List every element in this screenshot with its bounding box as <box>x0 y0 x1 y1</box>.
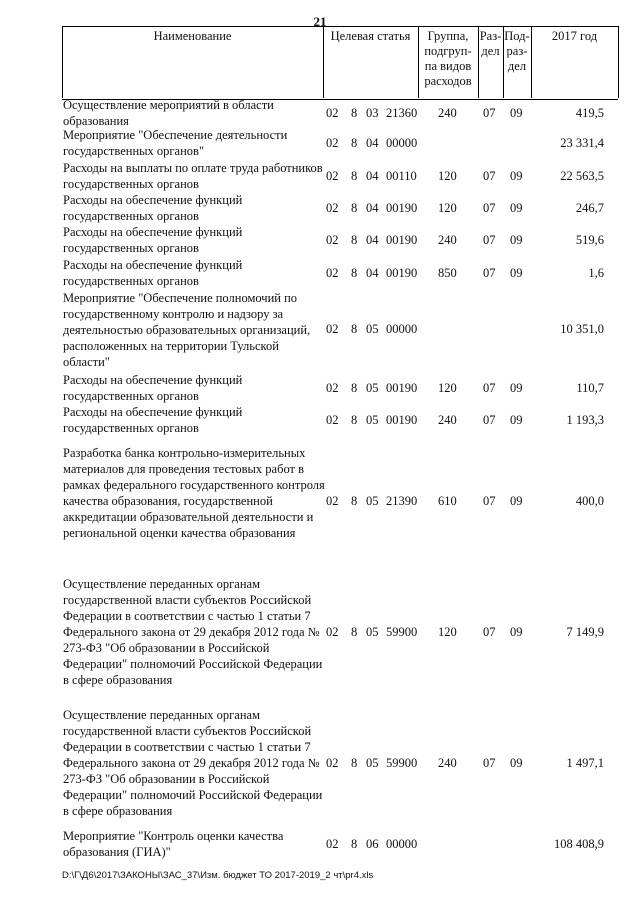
row-code-direction: 00110 <box>386 169 417 183</box>
row-subsection: 09 <box>510 169 523 183</box>
row-code-event: 04 <box>366 201 379 215</box>
row-amount: 1 497,1 <box>566 756 604 770</box>
row-code-event: 05 <box>366 413 379 427</box>
row-code-event: 05 <box>366 381 379 395</box>
row-section: 07 <box>483 169 496 183</box>
row-expense-group: 120 <box>438 381 457 395</box>
row-amount: 110,7 <box>576 381 604 395</box>
table-row <box>0 404 640 436</box>
row-code-direction: 21390 <box>386 494 418 508</box>
row-code-event: 05 <box>366 756 379 770</box>
row-amount: 1 193,3 <box>566 413 604 427</box>
row-name: Разработка банка контрольно-измерительных материалов для проведения тестовых работ в рамках федерального государственного контроля качества образования, государственной аккредитации образовательной деятельности и региональной оценки качества образования <box>63 446 325 540</box>
row-code-subprogram: 8 <box>351 233 358 247</box>
row-amount: 22 563,5 <box>560 169 604 183</box>
row-code-program: 02 <box>326 201 339 215</box>
table-row <box>0 192 640 224</box>
row-code-event: 05 <box>366 322 379 336</box>
row-subsection: 09 <box>510 233 523 247</box>
row-code-direction: 59900 <box>386 625 418 639</box>
row-code-direction: 00190 <box>386 413 418 427</box>
row-section: 07 <box>483 201 496 215</box>
row-expense-group: 240 <box>438 233 457 247</box>
row-expense-group: 240 <box>438 106 457 120</box>
row-amount: 108 408,9 <box>554 837 604 851</box>
row-code-subprogram: 8 <box>351 756 358 770</box>
row-amount: 246,7 <box>575 201 604 215</box>
row-subsection: 09 <box>510 494 523 508</box>
row-code-program: 02 <box>326 136 339 150</box>
table-row <box>0 372 640 404</box>
header-target-article: Целевая статья <box>330 29 411 43</box>
row-section: 07 <box>483 625 496 639</box>
row-code-event: 04 <box>366 136 379 150</box>
row-expense-group: 240 <box>438 413 457 427</box>
row-section: 07 <box>483 494 496 508</box>
row-code-event: 04 <box>366 233 379 247</box>
row-name: Расходы на обеспечение функций государственных органов <box>63 193 243 223</box>
table-row <box>0 160 640 192</box>
row-code-subprogram: 8 <box>351 413 358 427</box>
row-section: 07 <box>483 233 496 247</box>
row-code-subprogram: 8 <box>351 136 358 150</box>
row-expense-group: 120 <box>438 625 457 639</box>
row-code-event: 05 <box>366 625 379 639</box>
table-row <box>0 97 640 129</box>
row-subsection: 09 <box>510 756 523 770</box>
row-expense-group: 240 <box>438 756 457 770</box>
row-amount: 23 331,4 <box>560 136 604 150</box>
row-section: 07 <box>483 413 496 427</box>
row-name: Мероприятие "Обеспечение полномочий по государственному контролю и надзору за деятельностью образовательных организаций, расположенных на территории Тульской области" <box>63 291 311 369</box>
row-expense-group: 610 <box>438 494 457 508</box>
row-code-direction: 00000 <box>386 837 418 851</box>
row-subsection: 09 <box>510 381 523 395</box>
row-amount: 400,0 <box>575 494 604 508</box>
table-row <box>0 445 640 557</box>
row-code-event: 03 <box>366 106 379 120</box>
row-subsection: 09 <box>510 106 523 120</box>
header-year: 2017 год <box>551 29 598 43</box>
row-code-program: 02 <box>326 106 339 120</box>
row-code-subprogram: 8 <box>351 494 358 508</box>
row-code-direction: 21360 <box>386 106 418 120</box>
row-amount: 419,5 <box>575 106 604 120</box>
row-name: Осуществление мероприятий в области образования <box>63 98 274 128</box>
row-code-direction: 00000 <box>386 322 418 336</box>
row-section: 07 <box>483 106 496 120</box>
row-code-event: 05 <box>366 494 379 508</box>
header-section: Раз- дел <box>479 29 502 58</box>
row-name: Мероприятие "Обеспечение деятельности государственных органов" <box>63 128 288 158</box>
row-code-subprogram: 8 <box>351 625 358 639</box>
row-subsection: 09 <box>510 266 523 280</box>
table-row <box>0 224 640 256</box>
row-code-program: 02 <box>326 266 339 280</box>
row-amount: 519,6 <box>575 233 604 247</box>
table-row <box>0 127 640 159</box>
row-code-direction: 00190 <box>386 201 418 215</box>
row-amount: 10 351,0 <box>560 322 604 336</box>
row-expense-group: 120 <box>438 169 457 183</box>
header-divider <box>618 26 619 98</box>
row-code-event: 04 <box>366 169 379 183</box>
row-code-direction: 59900 <box>386 756 418 770</box>
row-code-program: 02 <box>326 756 339 770</box>
row-expense-group: 120 <box>438 201 457 215</box>
row-name: Осуществление переданных органам государственной власти субъектов Российской Федерации в соответствии с частью 1 статьи 7 Федерального закона от 29 декабря 2012 года № 273-ФЗ "Об образовании в Российской Федерации" полномочий Российской Федерации в сфере образования <box>63 708 323 818</box>
table-row <box>0 828 640 860</box>
table-row <box>0 707 640 819</box>
row-name: Расходы на обеспечение функций государственных органов <box>63 405 243 435</box>
row-name: Осуществление переданных органам государственной власти субъектов Российской Федерации в соответствии с частью 1 статьи 7 Федерального закона от 29 декабря 2012 года № 273-ФЗ "Об образовании в Российской Федерации" полномочий Российской Федерации в сфере образования <box>63 577 323 687</box>
row-name: Расходы на обеспечение функций государственных органов <box>63 258 243 288</box>
row-code-program: 02 <box>326 837 339 851</box>
row-amount: 7 149,9 <box>566 625 604 639</box>
row-code-program: 02 <box>326 381 339 395</box>
row-expense-group: 850 <box>438 266 457 280</box>
row-section: 07 <box>483 266 496 280</box>
table-row <box>0 576 640 688</box>
row-subsection: 09 <box>510 413 523 427</box>
row-name: Расходы на обеспечение функций государственных органов <box>63 225 243 255</box>
row-section: 07 <box>483 756 496 770</box>
row-code-subprogram: 8 <box>351 381 358 395</box>
row-code-program: 02 <box>326 322 339 336</box>
header-expense-group: Группа, подгруп- па видов расходов <box>424 29 472 88</box>
row-code-program: 02 <box>326 169 339 183</box>
row-name: Мероприятие "Контроль оценки качества образования (ГИА)" <box>63 829 284 859</box>
table-row <box>0 290 640 370</box>
row-code-subprogram: 8 <box>351 169 358 183</box>
row-code-subprogram: 8 <box>351 266 358 280</box>
header-name: Наименование <box>153 29 232 43</box>
row-code-subprogram: 8 <box>351 837 358 851</box>
file-path-footer: D:\Г\Д6\2017\ЗАКОНЫ\ЗАС_37\Изм. бюджет ТО 2017-2019_2 чт\pr4.xls <box>62 870 374 881</box>
row-subsection: 09 <box>510 201 523 215</box>
row-code-event: 06 <box>366 837 379 851</box>
row-code-program: 02 <box>326 413 339 427</box>
row-code-direction: 00190 <box>386 381 418 395</box>
row-name: Расходы на обеспечение функций государственных органов <box>63 373 243 403</box>
row-code-direction: 00190 <box>386 266 418 280</box>
row-code-direction: 00000 <box>386 136 418 150</box>
row-name: Расходы на выплаты по оплате труда работников государственных органов <box>63 161 323 191</box>
row-code-subprogram: 8 <box>351 322 358 336</box>
row-code-subprogram: 8 <box>351 201 358 215</box>
row-code-subprogram: 8 <box>351 106 358 120</box>
row-code-program: 02 <box>326 625 339 639</box>
row-section: 07 <box>483 381 496 395</box>
row-code-program: 02 <box>326 233 339 247</box>
row-subsection: 09 <box>510 625 523 639</box>
row-code-program: 02 <box>326 494 339 508</box>
row-amount: 1,6 <box>588 266 604 280</box>
page-number: 21 <box>313 14 327 29</box>
row-code-direction: 00190 <box>386 233 418 247</box>
row-code-event: 04 <box>366 266 379 280</box>
table-row <box>0 257 640 289</box>
header-subsection: Под- раз- дел <box>504 29 530 73</box>
